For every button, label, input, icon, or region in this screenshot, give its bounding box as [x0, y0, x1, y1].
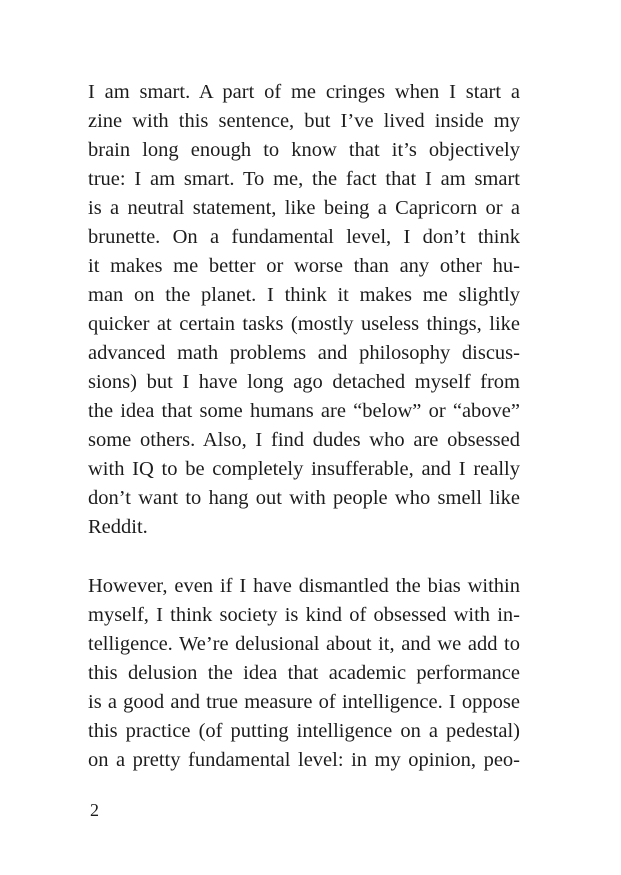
text-line: is a neutral statement, like being a Capricorn or a: [88, 197, 520, 219]
paragraph-1: [88, 78, 520, 542]
text-line: the idea that some humans are “below” or “above”: [88, 400, 520, 422]
text-line: brunette. On a fundamental level, I don’t think: [88, 226, 520, 248]
text-line: Reddit.: [88, 516, 148, 538]
text-line: it makes me better or worse than any other hu-: [88, 255, 520, 277]
text-line: I am smart. A part of me cringes when I start a: [88, 81, 520, 103]
text-line: with IQ to be completely insufferable, and I really: [88, 458, 520, 480]
text-line: telligence. We’re delusional about it, and we add to: [88, 633, 520, 655]
text-line: man on the planet. I think it makes me slightly: [88, 284, 520, 306]
text-line: don’t want to hang out with people who smell like: [88, 487, 520, 509]
text-line: myself, I think society is kind of obsessed with in-: [88, 604, 520, 626]
text-line: is a good and true measure of intelligence. I oppose: [88, 691, 520, 713]
text-line: advanced math problems and philosophy discus-: [88, 342, 520, 364]
text-line: brain long enough to know that it’s objectively: [88, 139, 520, 161]
page-number: 2: [90, 800, 99, 820]
text-line: this practice (of putting intelligence on a pedestal): [88, 720, 520, 742]
text-line: some others. Also, I find dudes who are obsessed: [88, 429, 520, 451]
text-line: on a pretty fundamental level: in my opinion, peo-: [88, 749, 520, 771]
text-line: this delusion the idea that academic performance: [88, 662, 520, 684]
text-line: However, even if I have dismantled the bias within: [88, 575, 520, 597]
text-line: quicker at certain tasks (mostly useless things, like: [88, 313, 520, 335]
text-line: true: I am smart. To me, the fact that I am smart: [88, 168, 520, 190]
paragraph-2: [88, 572, 520, 775]
text-line: sions) but I have long ago detached myself from: [88, 371, 520, 393]
text-line: zine with this sentence, but I’ve lived inside my: [88, 110, 520, 132]
